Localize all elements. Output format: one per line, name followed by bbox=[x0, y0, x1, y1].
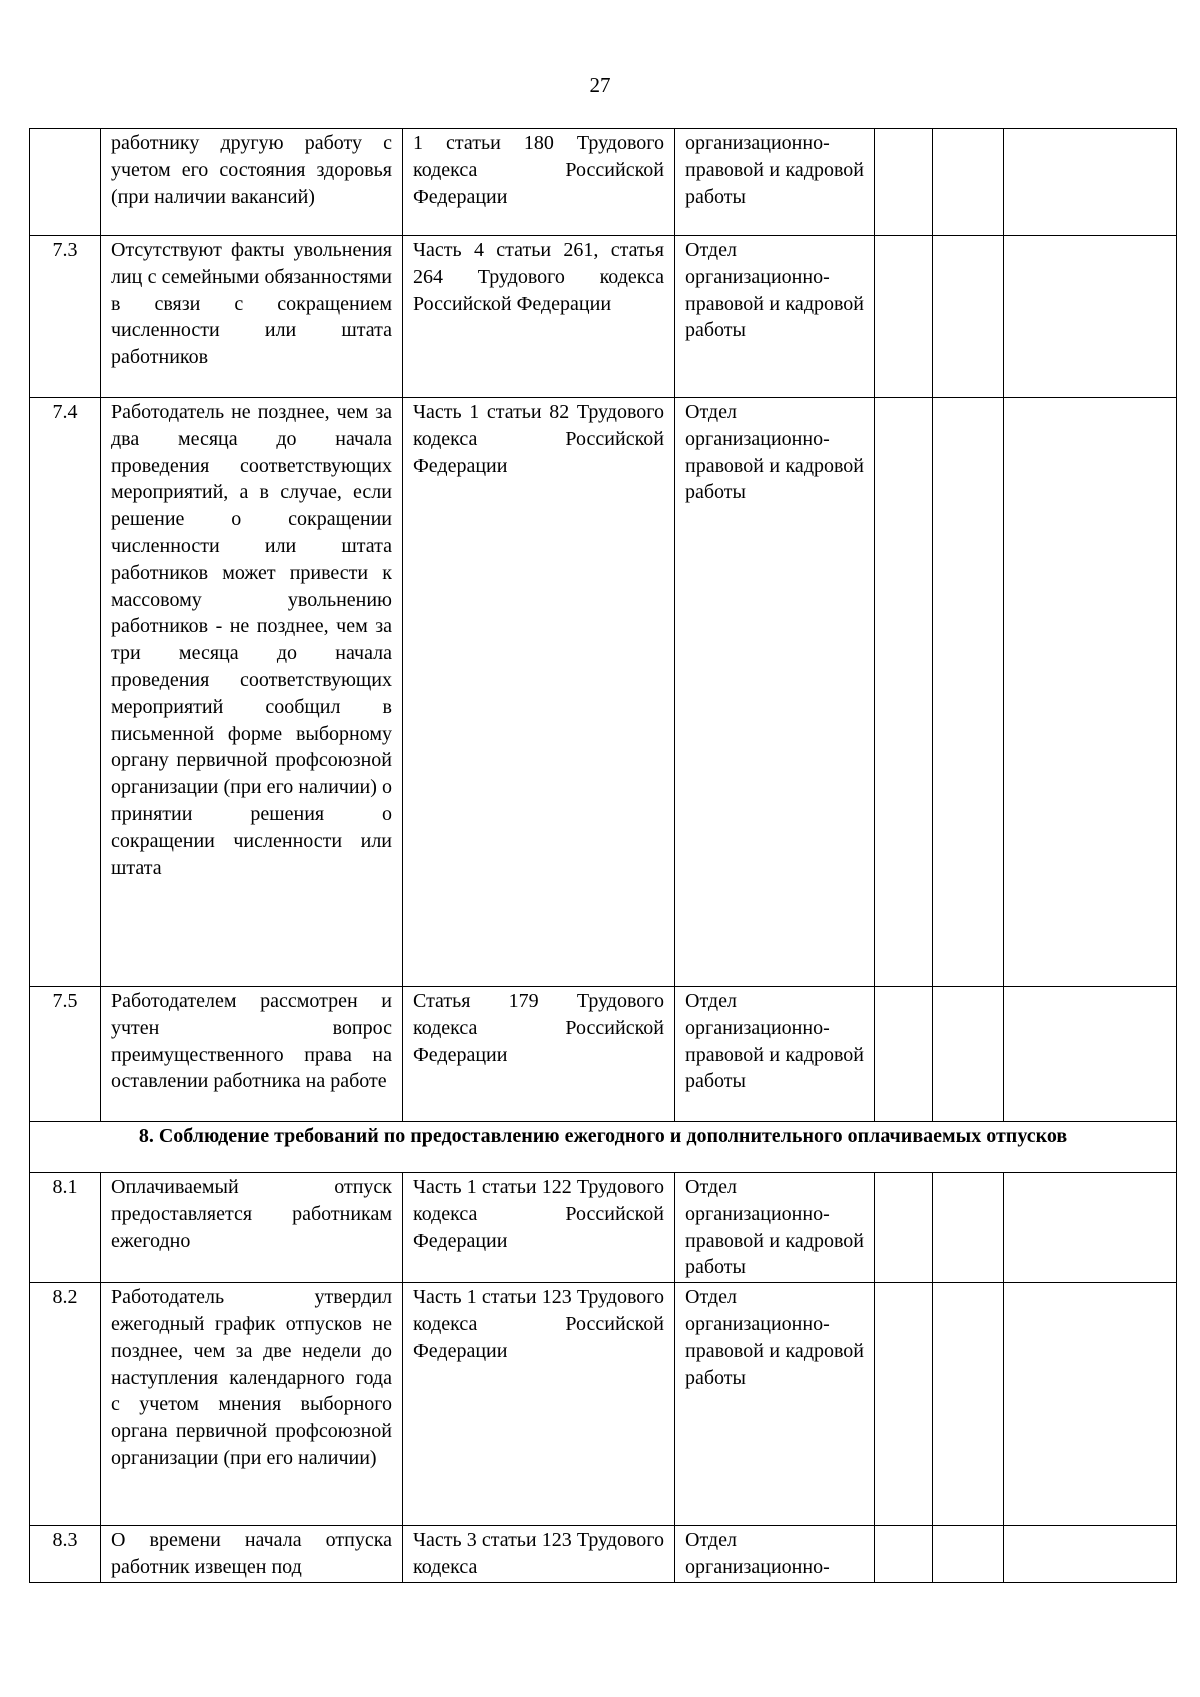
empty-cell bbox=[875, 1526, 933, 1583]
table-row bbox=[30, 987, 1177, 1122]
responsible-unit: Отдел организационно- bbox=[675, 1526, 875, 1583]
section-row bbox=[30, 1122, 1177, 1173]
requirement-text: Работодателем рассмотрен и учтен вопрос преимущественного права на оставлении работника на работе bbox=[101, 987, 403, 1122]
responsible-unit: Отдел организационно-правовой и кадровой работы bbox=[675, 987, 875, 1122]
row-number: 7.5 bbox=[30, 987, 101, 1122]
row-number bbox=[30, 129, 101, 236]
empty-cell bbox=[933, 1173, 1004, 1283]
empty-cell bbox=[875, 1173, 933, 1283]
empty-cell bbox=[875, 1283, 933, 1526]
empty-cell bbox=[933, 398, 1004, 987]
responsible-unit: Отдел организационно-правовой и кадровой работы bbox=[675, 1173, 875, 1283]
requirement-text: работнику другую работу с учетом его состояния здоровья (при наличии вакансий) bbox=[101, 129, 403, 236]
section-heading: 8. Соблюдение требований по предоставлению ежегодного и дополнительного оплачиваемых отпусков bbox=[30, 1122, 1177, 1173]
legal-reference: Статья 179 Трудового кодекса Российской Федерации bbox=[403, 987, 675, 1122]
table-row bbox=[30, 236, 1177, 398]
table-row bbox=[30, 1283, 1177, 1526]
row-number: 8.3 bbox=[30, 1526, 101, 1583]
requirement-text: О времени начала отпуска работник извещен под bbox=[101, 1526, 403, 1583]
page-number: 27 bbox=[589, 73, 611, 97]
responsible-unit: Отдел организационно-правовой и кадровой работы bbox=[675, 398, 875, 987]
empty-cell bbox=[1004, 1283, 1177, 1526]
responsible-unit: организационно-правовой и кадровой работы bbox=[675, 129, 875, 236]
requirement-text: Оплачиваемый отпуск предоставляется работникам ежегодно bbox=[101, 1173, 403, 1283]
table-row bbox=[30, 129, 1177, 236]
empty-cell bbox=[1004, 1173, 1177, 1283]
row-number: 7.3 bbox=[30, 236, 101, 398]
row-number: 7.4 bbox=[30, 398, 101, 987]
empty-cell bbox=[875, 236, 933, 398]
legal-reference: 1 статьи 180 Трудового кодекса Российской Федерации bbox=[403, 129, 675, 236]
empty-cell bbox=[875, 129, 933, 236]
legal-reference: Часть 1 статьи 82 Трудового кодекса Российской Федерации bbox=[403, 398, 675, 987]
requirement-text: Работодатель не позднее, чем за два месяца до начала проведения соответствующих мероприятий, а в случае, если решение о сокращении численности или штата работников может привести к массовому увольнению работников - не позднее, чем за три месяца до начала проведения соответствующих мероприятий сообщил в письменной форме выборному органу первичной профсоюзной организации (при его наличии) о принятии решения о сокращении численности или штата bbox=[101, 398, 403, 987]
requirement-text: Работодатель утвердил ежегодный график отпусков не позднее, чем за две недели до наступления календарного года с учетом мнения выборного органа первичной профсоюзной организации (при его наличии) bbox=[101, 1283, 403, 1526]
table-row bbox=[30, 398, 1177, 987]
responsible-unit: Отдел организационно-правовой и кадровой работы bbox=[675, 236, 875, 398]
table-row bbox=[30, 1526, 1177, 1583]
checklist-table bbox=[29, 128, 1177, 1583]
empty-cell bbox=[1004, 1526, 1177, 1583]
empty-cell bbox=[933, 1283, 1004, 1526]
empty-cell bbox=[1004, 129, 1177, 236]
empty-cell bbox=[1004, 236, 1177, 398]
legal-reference: Часть 3 статьи 123 Трудового кодекса bbox=[403, 1526, 675, 1583]
legal-reference: Часть 4 статьи 261, статья 264 Трудового кодекса Российской Федерации bbox=[403, 236, 675, 398]
empty-cell bbox=[933, 129, 1004, 236]
requirement-text: Отсутствуют факты увольнения лиц с семейными обязанностями в связи с сокращением численности или штата работников bbox=[101, 236, 403, 398]
empty-cell bbox=[933, 1526, 1004, 1583]
row-number: 8.1 bbox=[30, 1173, 101, 1283]
empty-cell bbox=[1004, 398, 1177, 987]
responsible-unit: Отдел организационно-правовой и кадровой работы bbox=[675, 1283, 875, 1526]
row-number: 8.2 bbox=[30, 1283, 101, 1526]
empty-cell bbox=[933, 987, 1004, 1122]
empty-cell bbox=[875, 398, 933, 987]
empty-cell bbox=[1004, 987, 1177, 1122]
legal-reference: Часть 1 статьи 123 Трудового кодекса Российской Федерации bbox=[403, 1283, 675, 1526]
legal-reference: Часть 1 статьи 122 Трудового кодекса Российской Федерации bbox=[403, 1173, 675, 1283]
empty-cell bbox=[933, 236, 1004, 398]
empty-cell bbox=[875, 987, 933, 1122]
table-row bbox=[30, 1173, 1177, 1283]
